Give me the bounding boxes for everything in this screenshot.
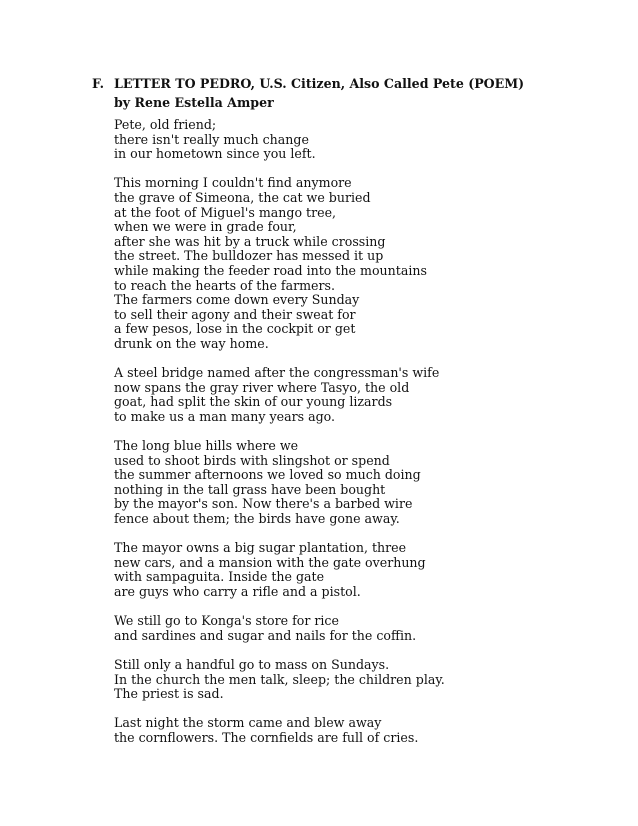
poem-line: a few pesos, lose in the cockpit or get xyxy=(114,321,356,337)
poem-line: fence about them; the birds have gone away. xyxy=(114,511,400,527)
poem-line: The farmers come down every Sunday xyxy=(114,292,360,308)
poem-line: to sell their agony and their sweat for xyxy=(114,306,356,322)
poem-line: the summer afternoons we loved so much doing xyxy=(114,467,421,483)
poem-line: The mayor owns a big sugar plantation, three xyxy=(114,540,407,556)
title-row xyxy=(92,74,524,93)
stanza xyxy=(114,118,445,162)
poem-line: goat, had split the skin of our young lizards xyxy=(114,394,393,410)
poem-line: We still go to Konga's store for rice xyxy=(114,613,339,629)
stanza xyxy=(114,439,445,527)
stanza xyxy=(114,658,445,702)
poem-byline: by Rene Estella Amper xyxy=(114,95,274,110)
section-letter: F. xyxy=(92,76,105,91)
stanza xyxy=(114,541,445,599)
poem-line: the street. The bulldozer has messed it up xyxy=(114,248,384,264)
poem-line: are guys who carry a rifle and a pistol. xyxy=(114,584,361,599)
poem-heading xyxy=(92,74,524,112)
poem-line: the grave of Simeona, the cat we buried xyxy=(114,189,371,205)
poem-line: A steel bridge named after the congressman's wife xyxy=(114,365,440,381)
poem-line: nothing in the tall grass have been bought xyxy=(114,481,386,497)
poem-line: in our hometown since you left. xyxy=(114,146,316,162)
poem-line: by the mayor's son. Now there's a barbed wire xyxy=(114,496,413,512)
poem-line: Last night the storm came and blew away xyxy=(114,715,382,731)
poem-line: The priest is sad. xyxy=(114,686,224,702)
poem-line: while making the feeder road into the mountains xyxy=(114,262,427,278)
poem-line: This morning I couldn't find anymore xyxy=(114,175,352,191)
poem-line: there isn't really much change xyxy=(114,131,309,147)
poem-line: after she was hit by a truck while crossing xyxy=(114,233,386,249)
poem-line: used to shoot birds with slingshot or spend xyxy=(114,452,390,468)
poem-line: the cornflowers. The cornfields are full of cries. xyxy=(114,729,419,745)
stanza xyxy=(114,176,445,351)
stanza xyxy=(114,366,445,424)
stanza xyxy=(114,716,445,745)
poem-line: to make us a man many years ago. xyxy=(114,408,336,424)
poem-body xyxy=(114,118,445,760)
poem-line: new cars, and a mansion with the gate overhung xyxy=(114,554,426,570)
poem-line: now spans the gray river where Tasyo, the old xyxy=(114,379,410,395)
poem-line: and sardines and sugar and nails for the coffin. xyxy=(114,627,417,643)
poem-title: LETTER TO PEDRO, U.S. Citizen, Also Called Pete (POEM) xyxy=(114,76,525,91)
stanza xyxy=(114,614,445,643)
poem-line: drunk on the way home. xyxy=(114,335,269,351)
poem-line: Pete, old friend; xyxy=(114,117,217,132)
poem-line: when we were in grade four, xyxy=(114,219,297,235)
poem-line: Still only a handful go to mass on Sundays. xyxy=(114,656,390,672)
poem-line: to reach the hearts of the farmers. xyxy=(114,277,335,293)
poem-line: at the foot of Miguel's mango tree, xyxy=(114,204,337,220)
poem-line: The long blue hills where we xyxy=(114,438,299,454)
poem-line: In the church the men talk, sleep; the children play. xyxy=(114,671,445,687)
poem-line: with sampaguita. Inside the gate xyxy=(114,569,325,585)
